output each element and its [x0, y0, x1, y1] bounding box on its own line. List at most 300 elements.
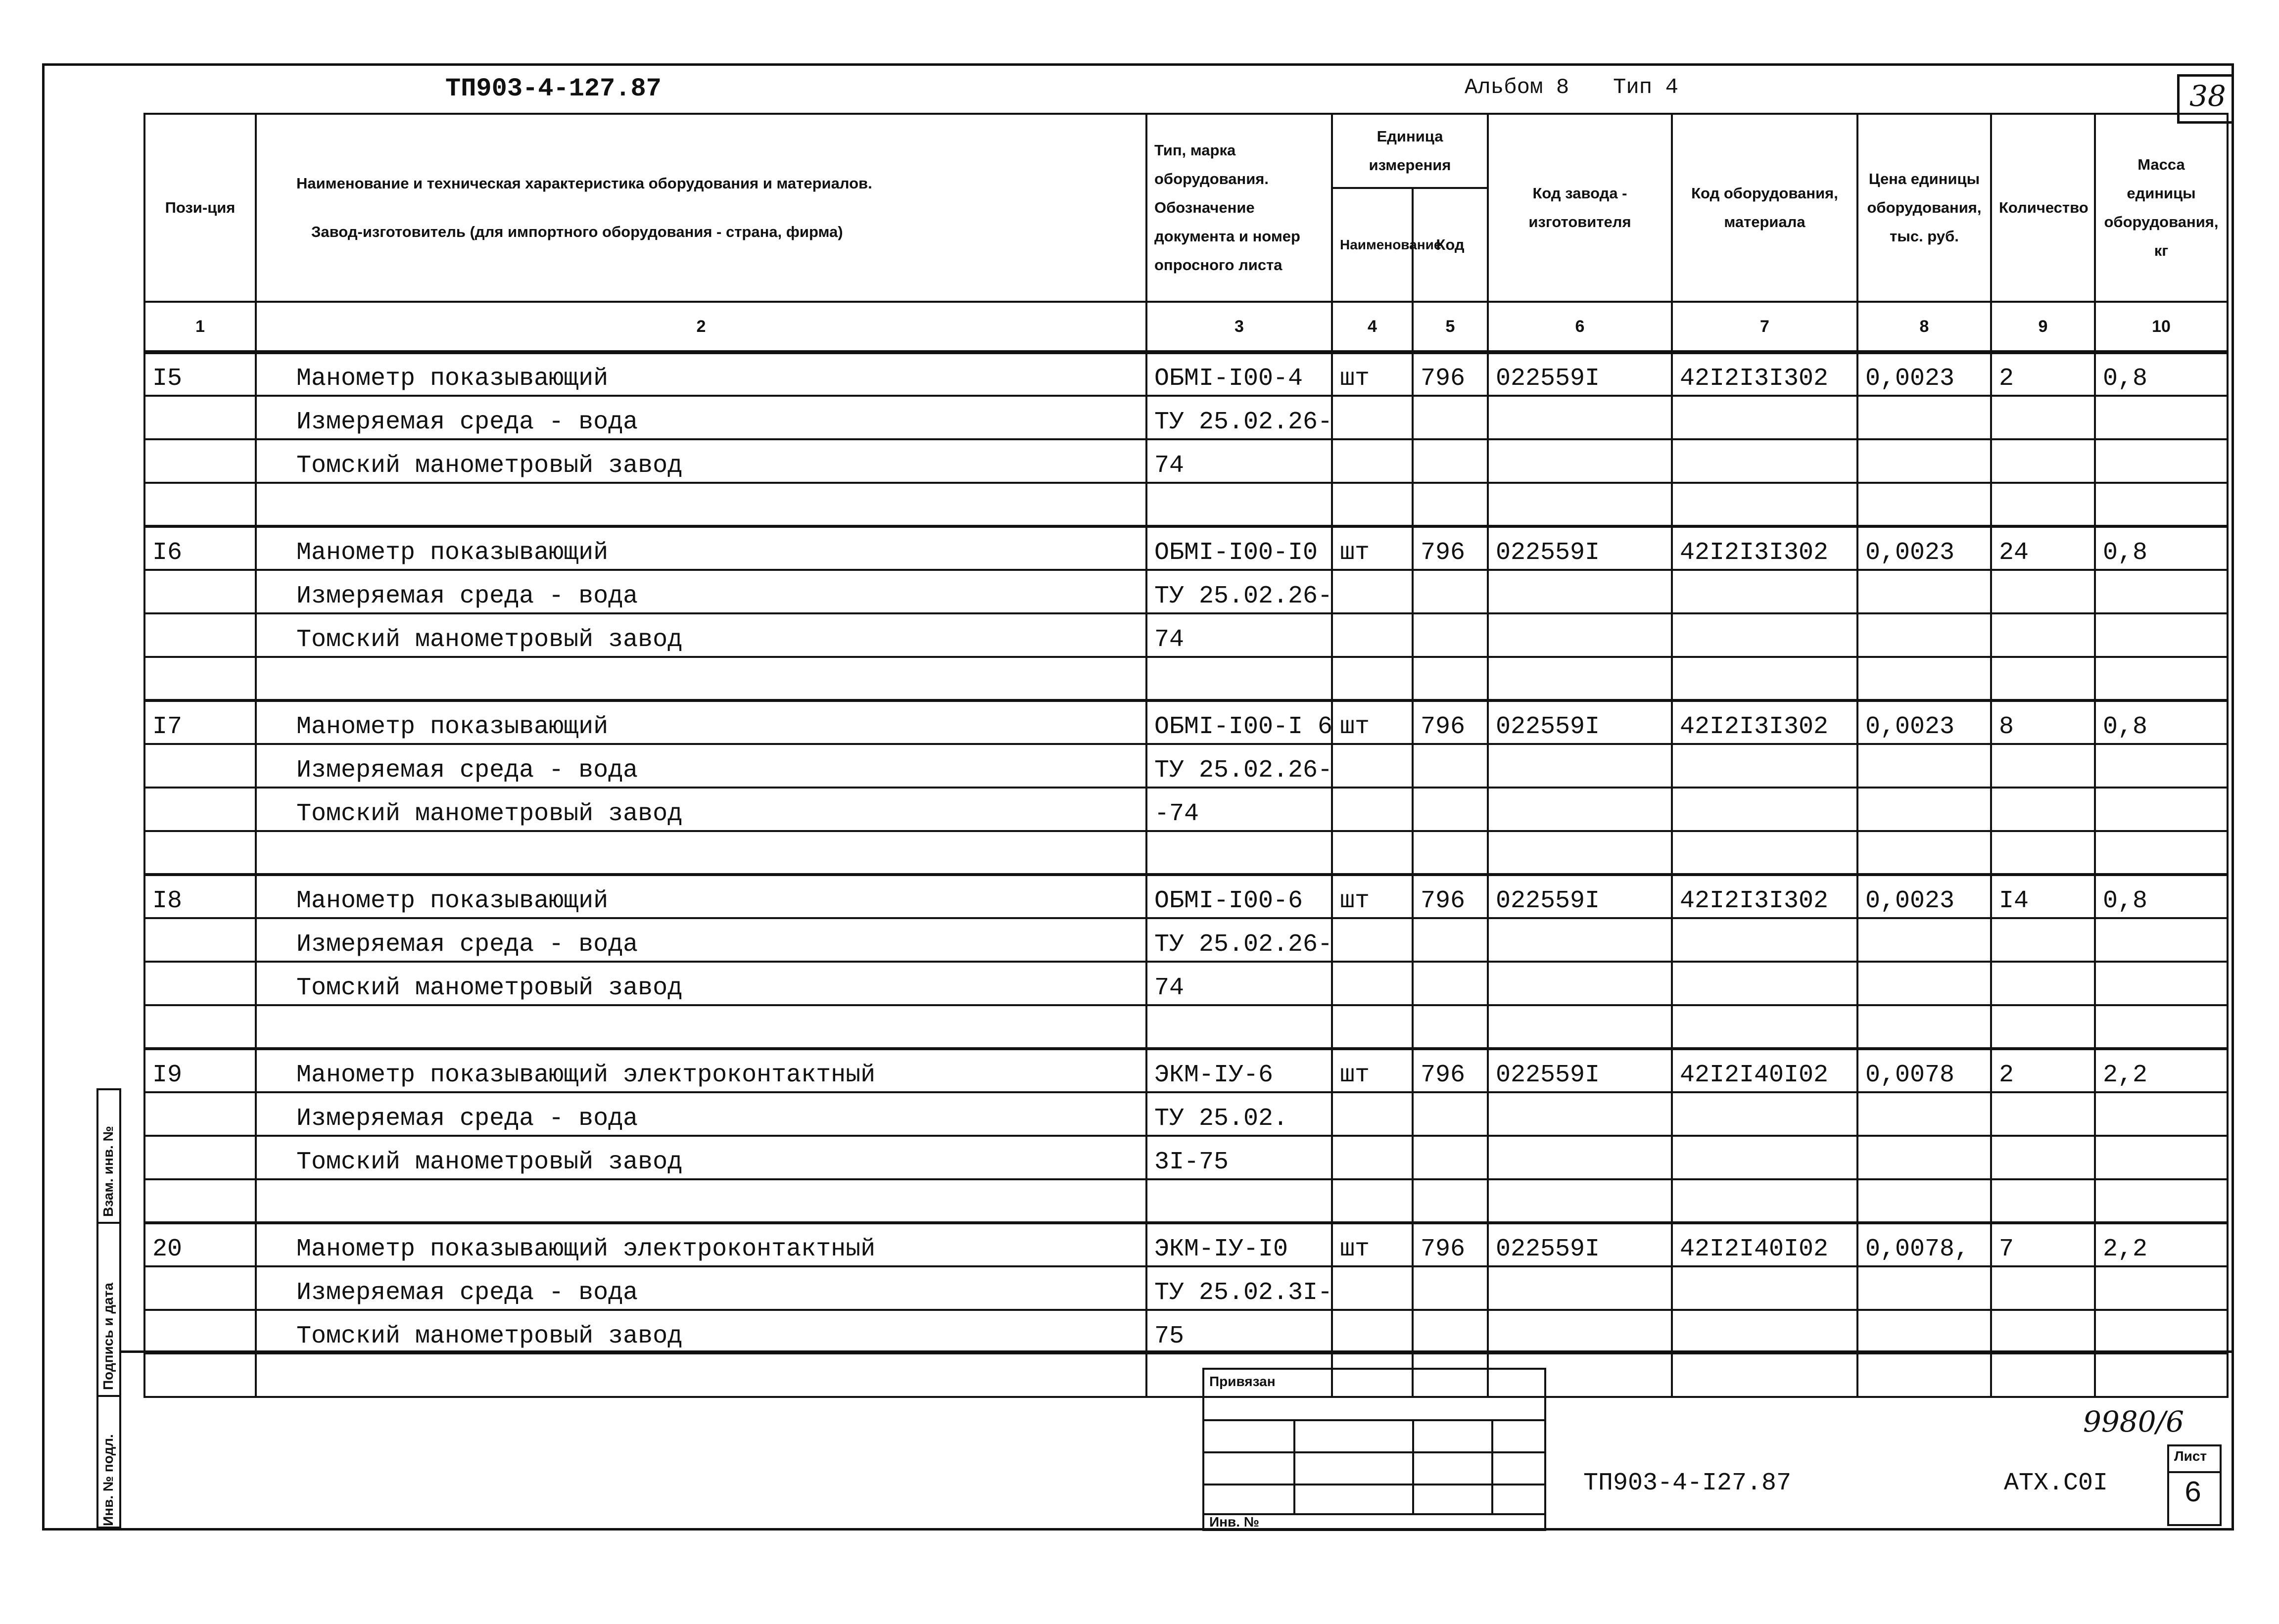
- empty-cell: [2095, 1092, 2228, 1136]
- empty-cell: [1672, 1353, 1857, 1397]
- type-cell: -74: [1146, 788, 1332, 831]
- empty-cell: [1857, 1266, 1991, 1310]
- table-row: [144, 1005, 2228, 1049]
- quantity-cell: 2: [1991, 1049, 2095, 1092]
- empty-cell: [2095, 1310, 2228, 1353]
- side-stamp-divider: [96, 1222, 121, 1224]
- position-cell: 20: [144, 1223, 256, 1266]
- empty-cell: [1672, 570, 1857, 613]
- factory-code-cell: 022559I: [1488, 352, 1672, 396]
- empty-cell: [2095, 439, 2228, 483]
- empty-cell: [1413, 396, 1488, 439]
- empty-cell: [1413, 439, 1488, 483]
- empty-cell: [1332, 1005, 1413, 1049]
- empty-cell: [144, 1353, 256, 1397]
- empty-cell: [1332, 570, 1413, 613]
- empty-cell: [1488, 483, 1672, 526]
- mass-cell: 0,8: [2095, 875, 2228, 918]
- empty-cell: [256, 831, 1146, 875]
- name-cell: Измеряемая среда - вода: [256, 918, 1146, 962]
- price-cell: 0,0023: [1857, 700, 1991, 744]
- unit-cell: шт: [1332, 1049, 1413, 1092]
- empty-cell: [1332, 1266, 1413, 1310]
- empty-cell: [1672, 831, 1857, 875]
- name-cell: Измеряемая среда - вода: [256, 1266, 1146, 1310]
- empty-cell: [1857, 962, 1991, 1005]
- empty-cell: [1488, 1136, 1672, 1179]
- quantity-cell: 2: [1991, 352, 2095, 396]
- name-cell: Манометр показывающий: [256, 526, 1146, 570]
- empty-cell: [1991, 831, 2095, 875]
- empty-cell: [144, 396, 256, 439]
- empty-cell: [2095, 570, 2228, 613]
- empty-cell: [1146, 483, 1332, 526]
- empty-cell: [1672, 1266, 1857, 1310]
- empty-cell: [1991, 613, 2095, 657]
- table-row: [144, 918, 2228, 962]
- empty-cell: [1991, 788, 2095, 831]
- price-cell: 0,0023: [1857, 352, 1991, 396]
- empty-cell: [1857, 1005, 1991, 1049]
- empty-cell: [2095, 1005, 2228, 1049]
- column-number: 9: [1991, 302, 2095, 352]
- name-cell: Томский манометровый завод: [256, 1136, 1146, 1179]
- empty-cell: [2095, 483, 2228, 526]
- quantity-cell: 24: [1991, 526, 2095, 570]
- empty-cell: [1146, 1179, 1332, 1223]
- empty-cell: [1991, 744, 2095, 788]
- empty-cell: [1488, 570, 1672, 613]
- price-cell: 0,0023: [1857, 526, 1991, 570]
- unit-cell: шт: [1332, 1223, 1413, 1266]
- table-row: [144, 788, 2228, 831]
- empty-cell: [1413, 1310, 1488, 1353]
- table-row: [144, 483, 2228, 526]
- empty-cell: [1413, 1005, 1488, 1049]
- empty-cell: [1488, 1092, 1672, 1136]
- sheet-box: [2167, 1444, 2222, 1526]
- sheet-number: 6: [2184, 1477, 2202, 1511]
- empty-cell: [1672, 1005, 1857, 1049]
- mass-cell: 2,2: [2095, 1049, 2228, 1092]
- empty-cell: [1991, 1266, 2095, 1310]
- name-cell: Измеряемая среда - вода: [256, 744, 1146, 788]
- factory-code-cell: 022559I: [1488, 1223, 1672, 1266]
- empty-cell: [1488, 788, 1672, 831]
- empty-cell: [1672, 483, 1857, 526]
- empty-cell: [1413, 788, 1488, 831]
- unit-cell: шт: [1332, 526, 1413, 570]
- empty-cell: [1857, 1179, 1991, 1223]
- type-cell: 75: [1146, 1310, 1332, 1353]
- mass-cell: 0,8: [2095, 526, 2228, 570]
- empty-cell: [256, 1179, 1146, 1223]
- original-inventory-label: Инв. № подл.: [100, 1434, 116, 1526]
- empty-cell: [1488, 918, 1672, 962]
- empty-cell: [256, 1353, 1146, 1397]
- table-row: [144, 700, 2228, 744]
- unit-code-cell: 796: [1413, 875, 1488, 918]
- name-cell: Манометр показывающий электроконтактный: [256, 1223, 1146, 1266]
- empty-cell: [1672, 1136, 1857, 1179]
- column-number: 7: [1672, 302, 1857, 352]
- empty-cell: [144, 613, 256, 657]
- col-factory-code-header: Код завода - изготовителя: [1488, 114, 1672, 302]
- stamp-vline: [1412, 1419, 1414, 1513]
- empty-cell: [1991, 570, 2095, 613]
- empty-cell: [1413, 613, 1488, 657]
- empty-cell: [1991, 962, 2095, 1005]
- quantity-cell: I4: [1991, 875, 2095, 918]
- equipment-code-cell: 42I2I40I02: [1672, 1223, 1857, 1266]
- empty-cell: [1672, 396, 1857, 439]
- empty-cell: [1488, 1266, 1672, 1310]
- type-cell: ТУ 25.02.26-: [1146, 570, 1332, 613]
- empty-cell: [1857, 918, 1991, 962]
- name-cell: Томский манометровый завод: [256, 962, 1146, 1005]
- table-row: [144, 1049, 2228, 1092]
- empty-cell: [1332, 744, 1413, 788]
- table-row: [144, 352, 2228, 396]
- factory-code-cell: 022559I: [1488, 526, 1672, 570]
- type-cell: 74: [1146, 613, 1332, 657]
- col-unit-group-header: Единица измерения: [1332, 114, 1488, 188]
- type-cell: 74: [1146, 439, 1332, 483]
- empty-cell: [144, 439, 256, 483]
- empty-cell: [1413, 1092, 1488, 1136]
- empty-cell: [144, 962, 256, 1005]
- unit-code-cell: 796: [1413, 1049, 1488, 1092]
- table-row: [144, 526, 2228, 570]
- empty-cell: [1332, 657, 1413, 700]
- empty-cell: [1332, 962, 1413, 1005]
- column-number: 1: [144, 302, 256, 352]
- empty-cell: [144, 1136, 256, 1179]
- table-row: [144, 570, 2228, 613]
- handwritten-note: 9980/6: [2083, 1405, 2184, 1438]
- table-row: [144, 439, 2228, 483]
- unit-code-cell: 796: [1413, 526, 1488, 570]
- name-cell: Томский манометровый завод: [256, 788, 1146, 831]
- empty-cell: [1857, 1136, 1991, 1179]
- empty-cell: [1413, 1266, 1488, 1310]
- empty-cell: [1488, 396, 1672, 439]
- empty-cell: [1991, 1353, 2095, 1397]
- table-row: [144, 744, 2228, 788]
- table-row: [144, 962, 2228, 1005]
- position-cell: I8: [144, 875, 256, 918]
- empty-cell: [144, 744, 256, 788]
- name-cell: Томский манометровый завод: [256, 1310, 1146, 1353]
- empty-cell: [1991, 439, 2095, 483]
- inventory-number-label: Инв. №: [1209, 1514, 1260, 1530]
- empty-cell: [144, 657, 256, 700]
- empty-cell: [1672, 744, 1857, 788]
- name-cell: Измеряемая среда - вода: [256, 1092, 1146, 1136]
- stamp-vline: [1293, 1419, 1295, 1513]
- table-row: [144, 831, 2228, 875]
- type-cell: ОБМI-I00-4: [1146, 352, 1332, 396]
- attached-label: Привязан: [1209, 1374, 1276, 1389]
- stamp-vline: [1491, 1419, 1493, 1513]
- empty-cell: [1488, 613, 1672, 657]
- empty-cell: [1413, 657, 1488, 700]
- position-cell: I5: [144, 352, 256, 396]
- empty-cell: [1672, 1310, 1857, 1353]
- price-cell: 0,0078: [1857, 1049, 1991, 1092]
- empty-cell: [1991, 918, 2095, 962]
- header-album: Альбом 8: [1465, 75, 1569, 100]
- empty-cell: [144, 1310, 256, 1353]
- table-row: [144, 1179, 2228, 1223]
- empty-cell: [1332, 831, 1413, 875]
- type-cell: ТУ 25.02.: [1146, 1092, 1332, 1136]
- column-number-row: [144, 302, 2228, 352]
- empty-cell: [1332, 1179, 1413, 1223]
- empty-cell: [1672, 788, 1857, 831]
- empty-cell: [1413, 570, 1488, 613]
- empty-cell: [1857, 788, 1991, 831]
- titleblock-top-line: [121, 1350, 2234, 1353]
- table-row: [144, 657, 2228, 700]
- empty-cell: [1672, 657, 1857, 700]
- factory-code-cell: 022559I: [1488, 700, 1672, 744]
- empty-cell: [1488, 439, 1672, 483]
- col-quantity-header: Количество: [1991, 114, 2095, 302]
- empty-cell: [144, 1179, 256, 1223]
- mass-cell: 0,8: [2095, 352, 2228, 396]
- quantity-cell: 7: [1991, 1223, 2095, 1266]
- empty-cell: [1488, 831, 1672, 875]
- type-cell: 3I-75: [1146, 1136, 1332, 1179]
- empty-cell: [1146, 657, 1332, 700]
- unit-cell: шт: [1332, 875, 1413, 918]
- empty-cell: [1488, 962, 1672, 1005]
- type-cell: ОБМI-I00-I0: [1146, 526, 1332, 570]
- equipment-code-cell: 42I2I3I302: [1672, 700, 1857, 744]
- empty-cell: [144, 1266, 256, 1310]
- attached-stamp: [1202, 1368, 1546, 1531]
- empty-cell: [1413, 744, 1488, 788]
- empty-cell: [1332, 439, 1413, 483]
- empty-cell: [2095, 788, 2228, 831]
- unit-code-cell: 796: [1413, 700, 1488, 744]
- empty-cell: [1672, 613, 1857, 657]
- empty-cell: [1672, 439, 1857, 483]
- empty-cell: [1857, 744, 1991, 788]
- equipment-spec-table: [143, 113, 2229, 1398]
- name-cell: Манометр показывающий: [256, 352, 1146, 396]
- unit-code-cell: 796: [1413, 352, 1488, 396]
- column-number: 4: [1332, 302, 1413, 352]
- empty-cell: [1672, 918, 1857, 962]
- unit-code-cell: 796: [1413, 1223, 1488, 1266]
- empty-cell: [1332, 1310, 1413, 1353]
- table-row: [144, 1266, 2228, 1310]
- empty-cell: [144, 1092, 256, 1136]
- type-cell: ТУ 25.02.26-: [1146, 744, 1332, 788]
- type-cell: ТУ 25.02.26-: [1146, 396, 1332, 439]
- empty-cell: [2095, 918, 2228, 962]
- empty-cell: [1672, 962, 1857, 1005]
- equipment-code-cell: 42I2I3I302: [1672, 352, 1857, 396]
- col-mass-header: Масса единицы оборудования, кг: [2095, 114, 2228, 302]
- name-cell: Манометр показывающий: [256, 700, 1146, 744]
- empty-cell: [1991, 1005, 2095, 1049]
- empty-cell: [1991, 396, 2095, 439]
- header-type: Тип 4: [1613, 75, 1679, 100]
- empty-cell: [2095, 657, 2228, 700]
- empty-cell: [144, 831, 256, 875]
- table-row: [144, 396, 2228, 439]
- empty-cell: [1857, 1092, 1991, 1136]
- equipment-code-cell: 42I2I40I02: [1672, 1049, 1857, 1092]
- name-cell: Манометр показывающий: [256, 875, 1146, 918]
- empty-cell: [2095, 1266, 2228, 1310]
- col-unit-code-header: Код: [1413, 188, 1488, 302]
- empty-cell: [1413, 1136, 1488, 1179]
- factory-code-cell: 022559I: [1488, 875, 1672, 918]
- empty-cell: [1332, 788, 1413, 831]
- empty-cell: [1991, 1179, 2095, 1223]
- empty-cell: [256, 657, 1146, 700]
- unit-cell: шт: [1332, 352, 1413, 396]
- mass-cell: 0,8: [2095, 700, 2228, 744]
- empty-cell: [1857, 570, 1991, 613]
- type-cell: ЭКМ-IУ-6: [1146, 1049, 1332, 1092]
- empty-cell: [1488, 1179, 1672, 1223]
- column-number: 5: [1413, 302, 1488, 352]
- empty-cell: [2095, 1136, 2228, 1179]
- table-row: [144, 613, 2228, 657]
- empty-cell: [1332, 1092, 1413, 1136]
- empty-cell: [1672, 1179, 1857, 1223]
- empty-cell: [1488, 1005, 1672, 1049]
- empty-cell: [1146, 1005, 1332, 1049]
- empty-cell: [1332, 1136, 1413, 1179]
- empty-cell: [2095, 1353, 2228, 1397]
- table-row: [144, 1092, 2228, 1136]
- name-cell: Измеряемая среда - вода: [256, 570, 1146, 613]
- empty-cell: [1991, 1136, 2095, 1179]
- name-cell: Томский манометровый завод: [256, 439, 1146, 483]
- empty-cell: [256, 1005, 1146, 1049]
- col-name-header: Наименование и техническая характеристика оборудования и материалов. Завод-изготовитель (для импортного оборудования - страна, фирма): [256, 114, 1146, 302]
- empty-cell: [1991, 657, 2095, 700]
- empty-cell: [1413, 962, 1488, 1005]
- equipment-code-cell: 42I2I3I302: [1672, 526, 1857, 570]
- empty-cell: [1413, 1179, 1488, 1223]
- empty-cell: [1857, 1353, 1991, 1397]
- empty-cell: [1413, 831, 1488, 875]
- empty-cell: [1857, 396, 1991, 439]
- footer-doc-code: ТП903-4-I27.87: [1583, 1469, 1792, 1497]
- empty-cell: [144, 918, 256, 962]
- replace-inventory-label: Взам. инв. №: [100, 1126, 116, 1217]
- empty-cell: [1332, 918, 1413, 962]
- price-cell: 0,0078,: [1857, 1223, 1991, 1266]
- empty-cell: [1146, 831, 1332, 875]
- empty-cell: [1488, 657, 1672, 700]
- empty-cell: [1857, 613, 1991, 657]
- sheet-box-divider: [2169, 1471, 2220, 1473]
- type-cell: ТУ 25.02.3I-: [1146, 1266, 1332, 1310]
- col-unit-name-header: Наименование: [1332, 188, 1413, 302]
- unit-cell: шт: [1332, 700, 1413, 744]
- quantity-cell: 8: [1991, 700, 2095, 744]
- empty-cell: [1672, 1092, 1857, 1136]
- empty-cell: [1488, 744, 1672, 788]
- name-cell: Манометр показывающий электроконтактный: [256, 1049, 1146, 1092]
- empty-cell: [256, 483, 1146, 526]
- empty-cell: [144, 570, 256, 613]
- col-price-header: Цена единицы оборудования, тыс. руб.: [1857, 114, 1991, 302]
- empty-cell: [1332, 483, 1413, 526]
- empty-cell: [1857, 483, 1991, 526]
- empty-cell: [2095, 831, 2228, 875]
- mass-cell: 2,2: [2095, 1223, 2228, 1266]
- table-row: [144, 1353, 2228, 1397]
- empty-cell: [1857, 831, 1991, 875]
- equipment-code-cell: 42I2I3I302: [1672, 875, 1857, 918]
- table-row: [144, 1310, 2228, 1353]
- empty-cell: [2095, 613, 2228, 657]
- type-cell: ОБМI-I00-I 6: [1146, 700, 1332, 744]
- empty-cell: [2095, 962, 2228, 1005]
- empty-cell: [1857, 657, 1991, 700]
- type-cell: ЭКМ-IУ-I0: [1146, 1223, 1332, 1266]
- empty-cell: [1991, 1092, 2095, 1136]
- column-number: 10: [2095, 302, 2228, 352]
- header-doc-code: ТП903-4-127.87: [445, 74, 662, 103]
- header-row: [144, 114, 2228, 188]
- name-cell: Измеряемая среда - вода: [256, 396, 1146, 439]
- position-cell: I7: [144, 700, 256, 744]
- empty-cell: [1488, 1310, 1672, 1353]
- column-number: 8: [1857, 302, 1991, 352]
- column-number: 2: [256, 302, 1146, 352]
- table-row: [144, 1136, 2228, 1179]
- empty-cell: [2095, 396, 2228, 439]
- type-cell: 74: [1146, 962, 1332, 1005]
- empty-cell: [144, 1005, 256, 1049]
- empty-cell: [1857, 439, 1991, 483]
- empty-cell: [1332, 613, 1413, 657]
- empty-cell: [1991, 1310, 2095, 1353]
- footer-sheet-code: АТХ.С0I: [2004, 1469, 2108, 1497]
- sign-date-label: Подпись и дата: [100, 1283, 116, 1390]
- type-cell: ОБМI-I00-6: [1146, 875, 1332, 918]
- page-corner-number: 38: [2189, 79, 2226, 113]
- name-cell: Томский манометровый завод: [256, 613, 1146, 657]
- col-position-header: Пози-ция: [144, 114, 256, 302]
- empty-cell: [1991, 483, 2095, 526]
- empty-cell: [1413, 483, 1488, 526]
- empty-cell: [2095, 744, 2228, 788]
- price-cell: 0,0023: [1857, 875, 1991, 918]
- empty-cell: [1857, 1310, 1991, 1353]
- empty-cell: [144, 483, 256, 526]
- type-cell: ТУ 25.02.26-: [1146, 918, 1332, 962]
- col-equipment-code-header: Код оборудования, материала: [1672, 114, 1857, 302]
- table-row: [144, 875, 2228, 918]
- empty-cell: [2095, 1179, 2228, 1223]
- col-type-header: Тип, марка оборудования. Обозначение документа и номер опросного листа: [1146, 114, 1332, 302]
- column-number: 6: [1488, 302, 1672, 352]
- empty-cell: [1332, 396, 1413, 439]
- empty-cell: [1413, 918, 1488, 962]
- column-number: 3: [1146, 302, 1332, 352]
